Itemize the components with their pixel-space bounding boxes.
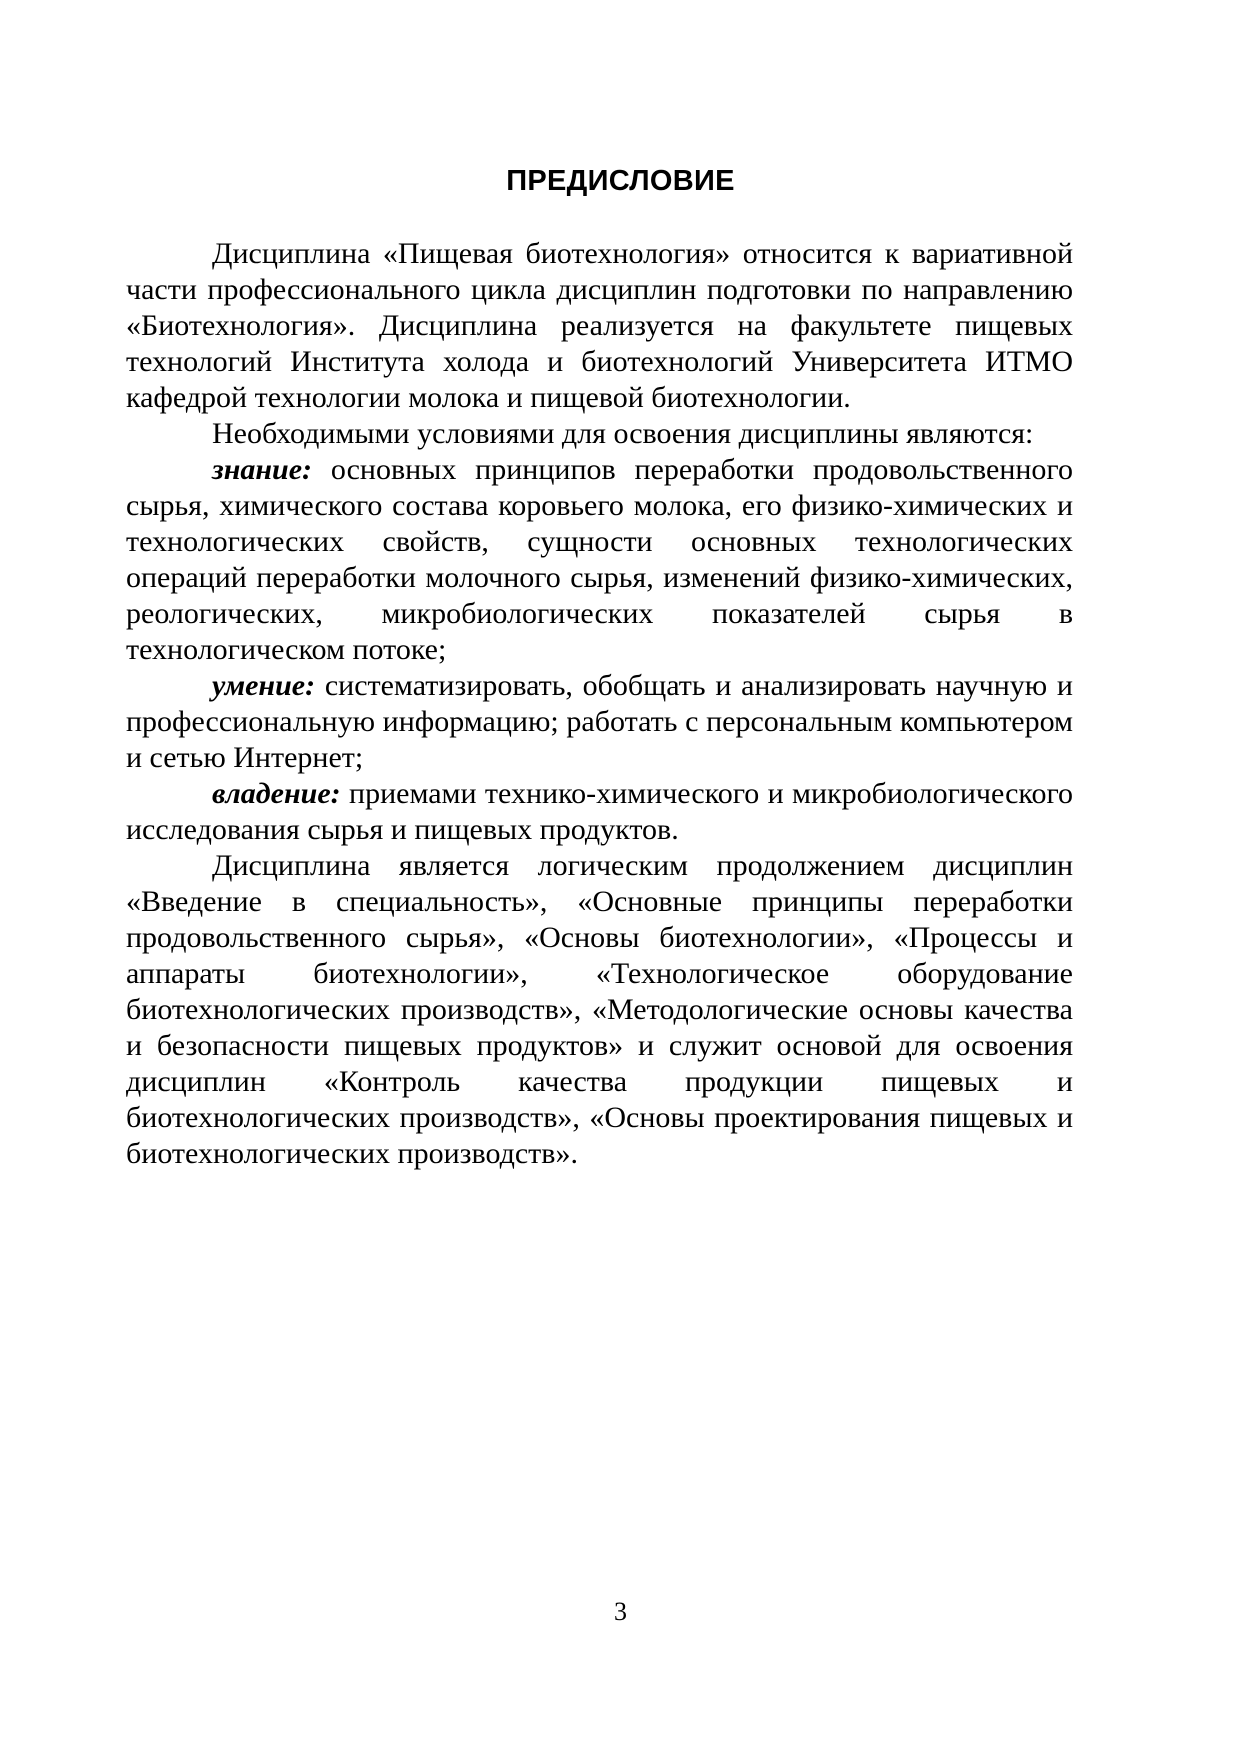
page-number: 3 xyxy=(614,1597,627,1626)
paragraph-text: систематизировать, обобщать и анализировать научную и профессиональную информацию; работать с персональным компьютером и сетью Интернет; xyxy=(126,669,1073,774)
paragraph-text: Дисциплина «Пищевая биотехнология» относится к вариативной части профессионального цикла дисциплин подготовки по направлению «Биотехнология». Дисциплина реализуется на факультете пищевых технологий Института холода и биотехнологий Университета ИТМО кафедрой технологии молока и пищевой биотехнологии. xyxy=(126,237,1073,414)
paragraph-text: основных принципов переработки продовольственного сырья, химического состава коровьего молока, его физико-химических и технологических свойств, сущности основных технологических операций переработки молочного сырья, изменений физико-химических, реологических, микробиологических показателей сырья в технологическом потоке; xyxy=(126,453,1073,666)
paragraph-knowledge xyxy=(126,452,1073,668)
paragraph-text: Дисциплина является логическим продолжением дисциплин «Введение в специальность», «Основные принципы переработки продовольственного сырья», «Основы биотехнологии», «Процессы и аппараты биотехнологии», «Технологическое оборудование биотехнологических производств», «Методологические основы качества и безопасности пищевых продуктов» и служит основой для освоения дисциплин «Контроль качества продукции пищевых и биотехнологических производств», «Основы проектирования пищевых и биотехнологических производств». xyxy=(126,849,1073,1170)
paragraph-requirements xyxy=(126,416,1073,452)
paragraph-skills xyxy=(126,668,1073,776)
paragraph-text: приемами технико-химического и микробиологического исследования сырья и пищевых продуктов. xyxy=(126,777,1073,846)
term-label: знание: xyxy=(212,453,313,486)
paragraph-text: Необходимыми условиями для освоения дисциплины являются: xyxy=(212,417,1034,450)
paragraph-proficiency xyxy=(126,776,1073,848)
preface-body xyxy=(126,236,1073,1172)
term-label: владение: xyxy=(212,777,341,810)
page-title: ПРЕДИСЛОВИЕ xyxy=(506,165,735,197)
paragraph-intro xyxy=(126,236,1073,416)
paragraph-continuation xyxy=(126,848,1073,1172)
term-label: умение: xyxy=(212,669,316,702)
